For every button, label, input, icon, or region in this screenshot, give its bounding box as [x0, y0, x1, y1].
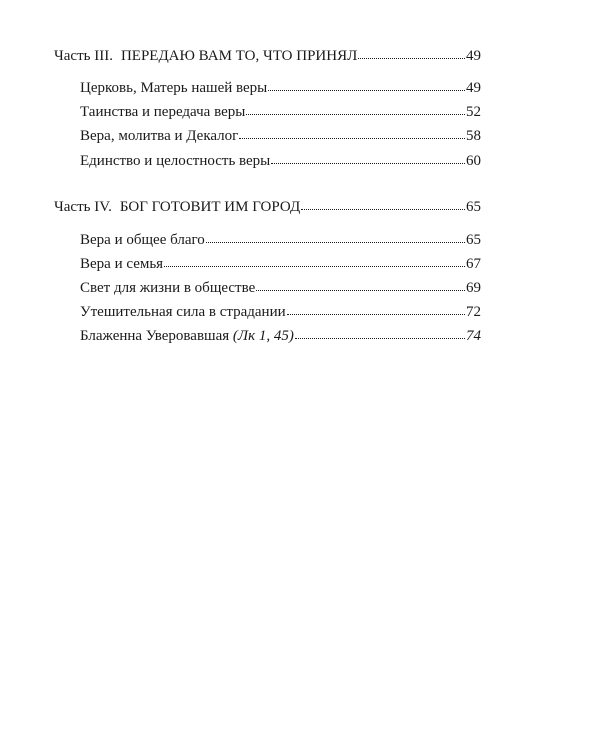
- toc-part-title: [54, 46, 357, 66]
- toc-item[interactable]: [80, 230, 481, 250]
- toc-page-number: 65: [466, 199, 481, 215]
- dot-leader: [358, 48, 465, 60]
- toc-item[interactable]: [80, 78, 481, 98]
- toc-item[interactable]: [80, 278, 481, 298]
- toc-page-number: 67: [466, 256, 481, 272]
- toc-item-title: Вера и семья: [80, 256, 164, 272]
- toc-part-heading[interactable]: [54, 197, 481, 217]
- toc-item-title: Вера, молитва и Декалог: [80, 128, 239, 144]
- dot-leader: [268, 80, 465, 92]
- toc-item[interactable]: [80, 326, 481, 346]
- toc-page-number: 49: [466, 48, 481, 64]
- toc-page-number: 49: [466, 80, 481, 96]
- toc-page-number: 74: [466, 328, 481, 344]
- toc-item-title: Таинства и передача веры: [80, 104, 246, 120]
- toc-item[interactable]: [80, 302, 481, 322]
- toc-item-title: [80, 326, 294, 346]
- dot-leader: [206, 232, 465, 244]
- toc-part-name: ПЕРЕДАЮ ВАМ ТО, ЧТО ПРИНЯЛ: [120, 48, 358, 64]
- dot-leader: [164, 256, 465, 268]
- toc-part-name: БОГ ГОТОВИТ ИМ ГОРОД: [119, 199, 301, 215]
- dot-leader: [295, 328, 465, 340]
- toc-page-number: 65: [466, 232, 481, 248]
- dot-leader: [246, 104, 465, 116]
- toc-item-title: Утешительная сила в страдании: [80, 304, 286, 320]
- toc-page-number: 52: [466, 104, 481, 120]
- toc-item-title-text: Блаженна Уверовавшая: [80, 328, 230, 344]
- toc-item-title: Единство и целостность веры: [80, 153, 271, 169]
- toc-page-number: 69: [466, 280, 481, 296]
- toc-item-title: Церковь, Матерь нашей веры: [80, 80, 268, 96]
- dot-leader: [239, 128, 465, 140]
- toc-page-number: 72: [466, 304, 481, 320]
- toc-part-heading[interactable]: [54, 46, 481, 66]
- dot-leader: [271, 153, 465, 165]
- toc-part-title: [54, 197, 300, 217]
- dot-leader: [287, 304, 465, 316]
- toc-page-number: 60: [466, 153, 481, 169]
- toc-item[interactable]: [80, 126, 481, 146]
- toc-item[interactable]: [80, 102, 481, 122]
- toc-page-number: 58: [466, 128, 481, 144]
- dot-leader: [301, 199, 465, 211]
- toc-item-title: Вера и общее благо: [80, 232, 205, 248]
- toc-item[interactable]: [80, 151, 481, 171]
- toc-item[interactable]: [80, 254, 481, 274]
- toc-item-title: Свет для жизни в обществе: [80, 280, 256, 296]
- toc-part-number: Часть III.: [54, 48, 113, 64]
- dot-leader: [256, 280, 465, 292]
- scripture-reference: (Лк 1, 45): [232, 328, 294, 344]
- toc-part-number: Часть IV.: [54, 199, 112, 215]
